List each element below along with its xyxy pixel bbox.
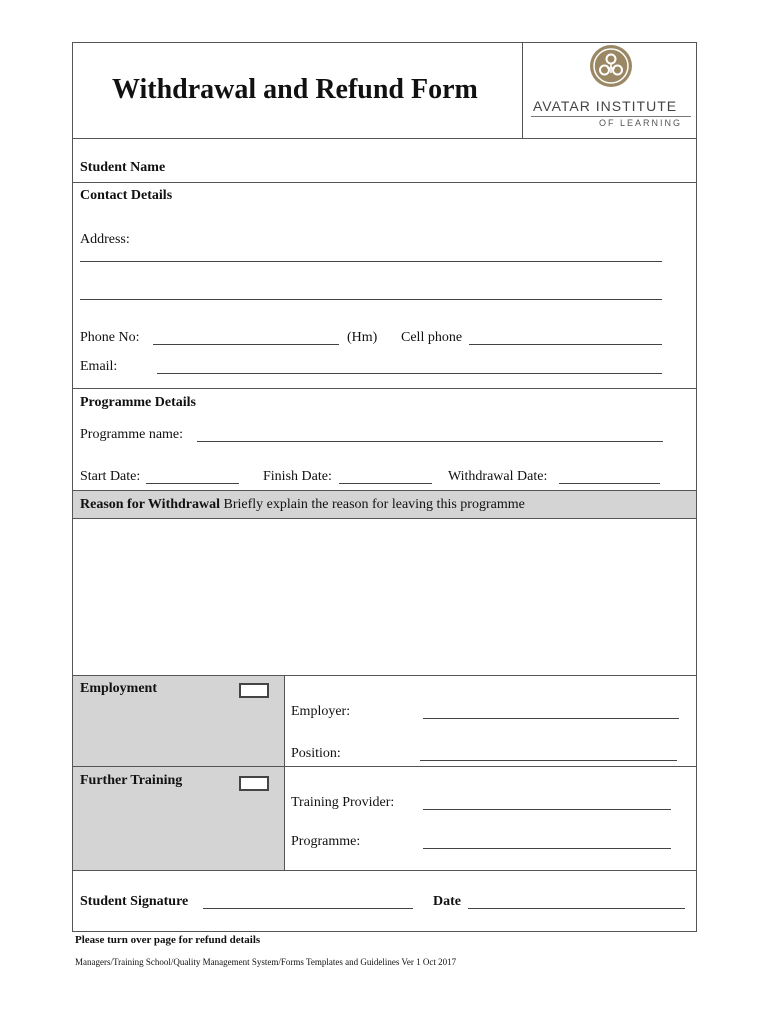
signature-label: Student Signature <box>80 894 189 909</box>
employment-heading: Employment <box>80 681 157 696</box>
student-name-label: Student Name <box>80 160 166 175</box>
start-date-field[interactable] <box>146 483 239 484</box>
logo-emblem-icon <box>588 43 634 89</box>
finish-date-label: Finish Date: <box>263 469 332 484</box>
logo-subtitle: OF LEARNING <box>599 118 683 128</box>
address-label: Address: <box>80 232 130 247</box>
signature-date-field[interactable] <box>468 908 685 909</box>
reason-header <box>80 497 525 513</box>
address-line-2[interactable] <box>80 299 662 300</box>
student-name-rule <box>72 182 697 183</box>
logo <box>523 43 697 138</box>
employment-checkbox[interactable] <box>239 683 269 698</box>
signature-field[interactable] <box>203 908 413 909</box>
contact-rule <box>72 388 697 389</box>
finish-date-field[interactable] <box>339 483 432 484</box>
cell-phone-label: Cell phone <box>401 330 463 345</box>
phone-field[interactable] <box>153 344 339 345</box>
reason-hint: Briefly explain the reason for leaving this programme <box>223 497 525 512</box>
employer-field[interactable] <box>423 718 679 719</box>
programme-name-field[interactable] <box>197 441 663 442</box>
email-label: Email: <box>80 359 118 374</box>
contact-heading: Contact Details <box>80 188 173 203</box>
signature-date-label: Date <box>433 894 461 909</box>
employer-label: Employer: <box>291 704 351 719</box>
further-training-checkbox[interactable] <box>239 776 269 791</box>
reason-heading: Reason for Withdrawal <box>80 497 221 512</box>
outcome-bottom-rule <box>72 870 697 871</box>
outcome-mid-rule <box>72 766 697 767</box>
training-programme-label: Programme: <box>291 834 361 849</box>
start-date-label: Start Date: <box>80 469 141 484</box>
programme-heading: Programme Details <box>80 395 196 410</box>
reason-textarea[interactable] <box>73 519 696 674</box>
address-line-1[interactable] <box>80 261 662 262</box>
form-title: Withdrawal and Refund Form <box>112 74 478 105</box>
outcome-divider <box>284 675 285 870</box>
position-field[interactable] <box>420 760 677 761</box>
withdrawal-date-label: Withdrawal Date: <box>448 469 548 484</box>
home-suffix: (Hm) <box>347 330 378 345</box>
email-field[interactable] <box>157 373 662 374</box>
training-provider-field[interactable] <box>423 809 671 810</box>
header-rule <box>72 138 697 139</box>
programme-name-label: Programme name: <box>80 427 184 442</box>
phone-label: Phone No: <box>80 330 140 345</box>
withdrawal-date-field[interactable] <box>559 483 660 484</box>
training-provider-label: Training Provider: <box>291 795 395 810</box>
further-training-heading: Further Training <box>80 773 183 788</box>
reason-top-rule <box>72 490 697 491</box>
cell-phone-field[interactable] <box>469 344 662 345</box>
logo-name: AVATAR INSTITUTE <box>533 98 678 114</box>
logo-underline <box>531 116 691 117</box>
training-programme-field[interactable] <box>423 848 671 849</box>
document-path: Managers/Training School/Quality Management System/Forms Templates and Guidelines Ver 1 Oct 2017 <box>75 957 457 967</box>
turn-over-note: Please turn over page for refund details <box>75 934 261 946</box>
position-label: Position: <box>291 746 341 761</box>
